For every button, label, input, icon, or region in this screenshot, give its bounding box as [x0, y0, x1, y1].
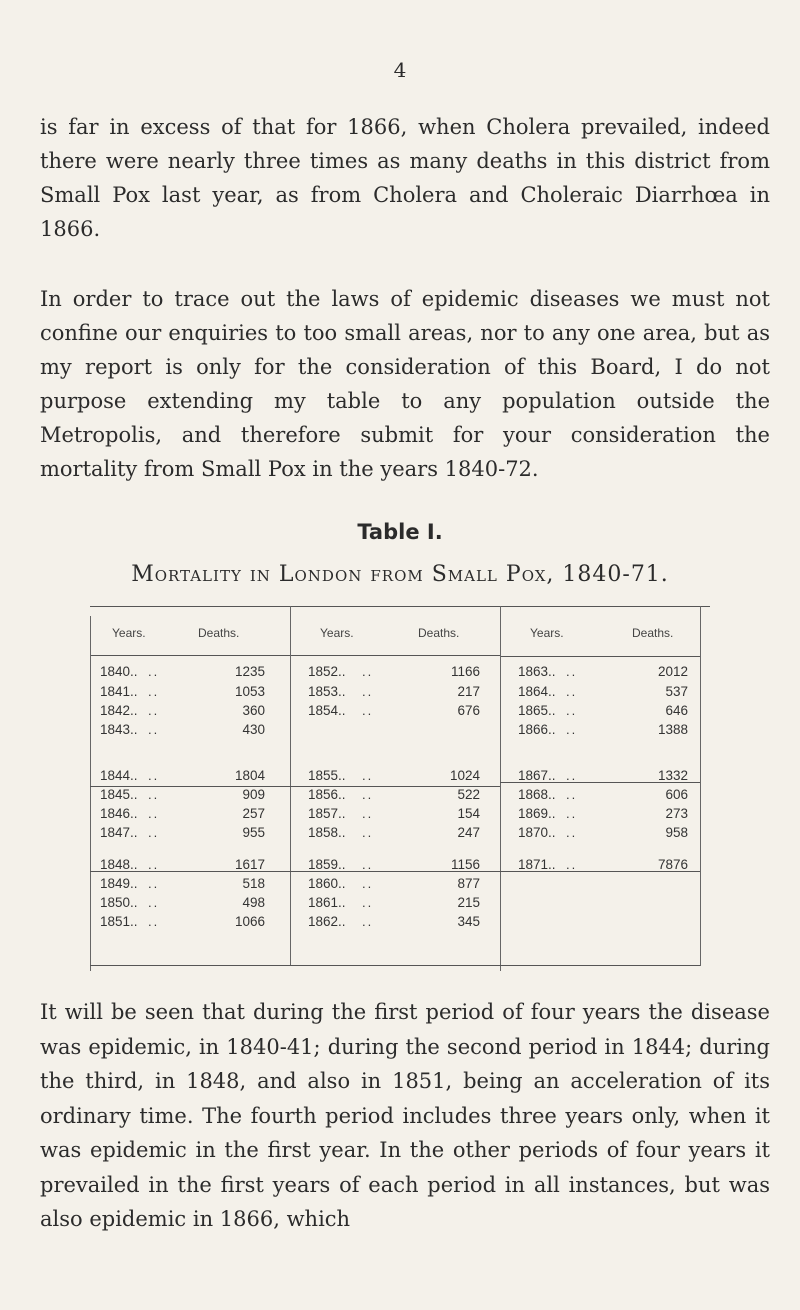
- leader-dots: ..: [362, 895, 374, 910]
- year-cell: 1850..: [100, 895, 138, 910]
- table-caption: Mortality in London from Small Pox, 1840-71.: [131, 562, 669, 587]
- deaths-cell: 877: [457, 876, 480, 891]
- table-bottom-rule: [90, 965, 700, 966]
- leader-dots: ..: [566, 857, 578, 872]
- year-cell: 1846..: [100, 806, 138, 821]
- year-cell: 1870..: [518, 825, 556, 840]
- left-rule: [90, 616, 91, 971]
- deaths-cell: 909: [242, 787, 265, 802]
- year-cell: 1871..: [518, 857, 556, 872]
- page-number: 4: [393, 58, 407, 82]
- year-cell: 1848..: [100, 857, 138, 872]
- leader-dots: ..: [362, 857, 374, 872]
- leader-dots: ..: [148, 684, 160, 699]
- leader-dots: ..: [362, 825, 374, 840]
- paragraph-2: In order to trace out the laws of epidemic diseases we must not confine our enquiries to too small areas, nor to any one area, but as my report is only for the consideration of this Board, I do not purpose extending my table to any population outside the Metropolis, and therefore submit for your consideration the mortality from Small Pox in the years 1840-72.: [40, 287, 770, 481]
- deaths-cell: 606: [665, 787, 688, 802]
- deaths-cell: 955: [242, 825, 265, 840]
- deaths-cell: 1388: [657, 722, 688, 737]
- leader-dots: ..: [148, 722, 160, 737]
- deaths-cell: 1332: [657, 768, 688, 783]
- deaths-cell: 154: [457, 806, 480, 821]
- year-cell: 1845..: [100, 787, 138, 802]
- leader-dots: ..: [566, 825, 578, 840]
- year-cell: 1867..: [518, 768, 556, 783]
- year-cell: 1842..: [100, 703, 138, 718]
- year-cell: 1868..: [518, 787, 556, 802]
- year-cell: 1866..: [518, 722, 556, 737]
- deaths-cell: 676: [457, 703, 480, 718]
- leader-dots: ..: [148, 806, 160, 821]
- year-cell: 1841..: [100, 684, 138, 699]
- deaths-cell: 430: [242, 722, 265, 737]
- col-header-years-3: Years.: [530, 626, 564, 640]
- table-top-rule: [90, 606, 710, 607]
- leader-dots: ..: [566, 703, 578, 718]
- deaths-cell: 1024: [449, 768, 480, 783]
- leader-dots: ..: [566, 806, 578, 821]
- group-rule-2: [90, 871, 700, 872]
- deaths-cell: 1804: [234, 768, 265, 783]
- year-cell: 1855..: [308, 768, 346, 783]
- deaths-cell: 345: [457, 914, 480, 929]
- year-cell: 1852..: [308, 664, 346, 679]
- leader-dots: ..: [148, 825, 160, 840]
- deaths-cell: 522: [457, 787, 480, 802]
- year-cell: 1854..: [308, 703, 346, 718]
- col-header-deaths-2: Deaths.: [418, 626, 460, 640]
- year-cell: 1863..: [518, 664, 556, 679]
- leader-dots: ..: [566, 768, 578, 783]
- leader-dots: ..: [148, 768, 160, 783]
- deaths-cell: 217: [457, 684, 480, 699]
- table-heading: Table I.: [357, 520, 443, 544]
- leader-dots: ..: [148, 787, 160, 802]
- year-cell: 1856..: [308, 787, 346, 802]
- year-cell: 1851..: [100, 914, 138, 929]
- year-cell: 1840..: [100, 664, 138, 679]
- deaths-cell: 498: [242, 895, 265, 910]
- leader-dots: ..: [362, 768, 374, 783]
- mortality-table: [90, 606, 710, 966]
- year-cell: 1853..: [308, 684, 346, 699]
- year-cell: 1861..: [308, 895, 346, 910]
- leader-dots: ..: [148, 914, 160, 929]
- deaths-cell: 2012: [657, 664, 688, 679]
- leader-dots: ..: [148, 664, 160, 679]
- deaths-cell: 1066: [234, 914, 265, 929]
- year-cell: 1869..: [518, 806, 556, 821]
- deaths-cell: 7876: [657, 857, 688, 872]
- leader-dots: ..: [566, 787, 578, 802]
- year-cell: 1860..: [308, 876, 346, 891]
- year-cell: 1865..: [518, 703, 556, 718]
- leader-dots: ..: [362, 703, 374, 718]
- deaths-cell: 257: [242, 806, 265, 821]
- year-cell: 1859..: [308, 857, 346, 872]
- col-header-years-1: Years.: [112, 626, 146, 640]
- col-header-deaths-1: Deaths.: [198, 626, 240, 640]
- leader-dots: ..: [362, 787, 374, 802]
- year-cell: 1857..: [308, 806, 346, 821]
- leader-dots: ..: [362, 876, 374, 891]
- col-header-deaths-3: Deaths.: [632, 626, 674, 640]
- col-header-years-2: Years.: [320, 626, 354, 640]
- deaths-cell: 1235: [234, 664, 265, 679]
- year-cell: 1862..: [308, 914, 346, 929]
- header-rule-right: [500, 656, 700, 657]
- paragraph-1: is far in excess of that for 1866, when Cholera prevailed, indeed there were nearly three times as many deaths in this district from Small Pox last year, as from Cholera and Choleraic Diarrhœa in 1866.: [40, 115, 770, 241]
- deaths-cell: 1166: [450, 664, 480, 679]
- deaths-cell: 537: [665, 684, 688, 699]
- header-rule: [90, 655, 500, 656]
- leader-dots: ..: [362, 664, 374, 679]
- leader-dots: ..: [148, 857, 160, 872]
- deaths-cell: 646: [665, 703, 688, 718]
- right-rule: [700, 606, 701, 966]
- deaths-cell: 958: [665, 825, 688, 840]
- deaths-cell: 247: [457, 825, 480, 840]
- deaths-cell: 518: [242, 876, 265, 891]
- deaths-cell: 215: [457, 895, 480, 910]
- leader-dots: ..: [566, 684, 578, 699]
- leader-dots: ..: [148, 895, 160, 910]
- year-cell: 1858..: [308, 825, 346, 840]
- deaths-cell: 1156: [450, 857, 480, 872]
- divider-2: [500, 606, 501, 971]
- leader-dots: ..: [362, 806, 374, 821]
- year-cell: 1844..: [100, 768, 138, 783]
- leader-dots: ..: [362, 684, 374, 699]
- deaths-cell: 360: [242, 703, 265, 718]
- year-cell: 1843..: [100, 722, 138, 737]
- deaths-cell: 1617: [234, 857, 265, 872]
- leader-dots: ..: [362, 914, 374, 929]
- leader-dots: ..: [566, 722, 578, 737]
- deaths-cell: 273: [665, 806, 688, 821]
- leader-dots: ..: [148, 703, 160, 718]
- year-cell: 1847..: [100, 825, 138, 840]
- paragraph-3: It will be seen that during the first period of four years the disease was epidemic, in 1840-41; during the second period in 1844; during the third, in 1848, and also in 1851, being an acceleration of its ordinary time. The fourth period includes three years only, when it was epidemic in the first year. In the other periods of four years it prevailed in the first years of each period in all instances, but was also epidemic in 1866, which: [40, 1000, 770, 1231]
- year-cell: 1849..: [100, 876, 138, 891]
- deaths-cell: 1053: [234, 684, 265, 699]
- leader-dots: ..: [148, 876, 160, 891]
- year-cell: 1864..: [518, 684, 556, 699]
- leader-dots: ..: [566, 664, 578, 679]
